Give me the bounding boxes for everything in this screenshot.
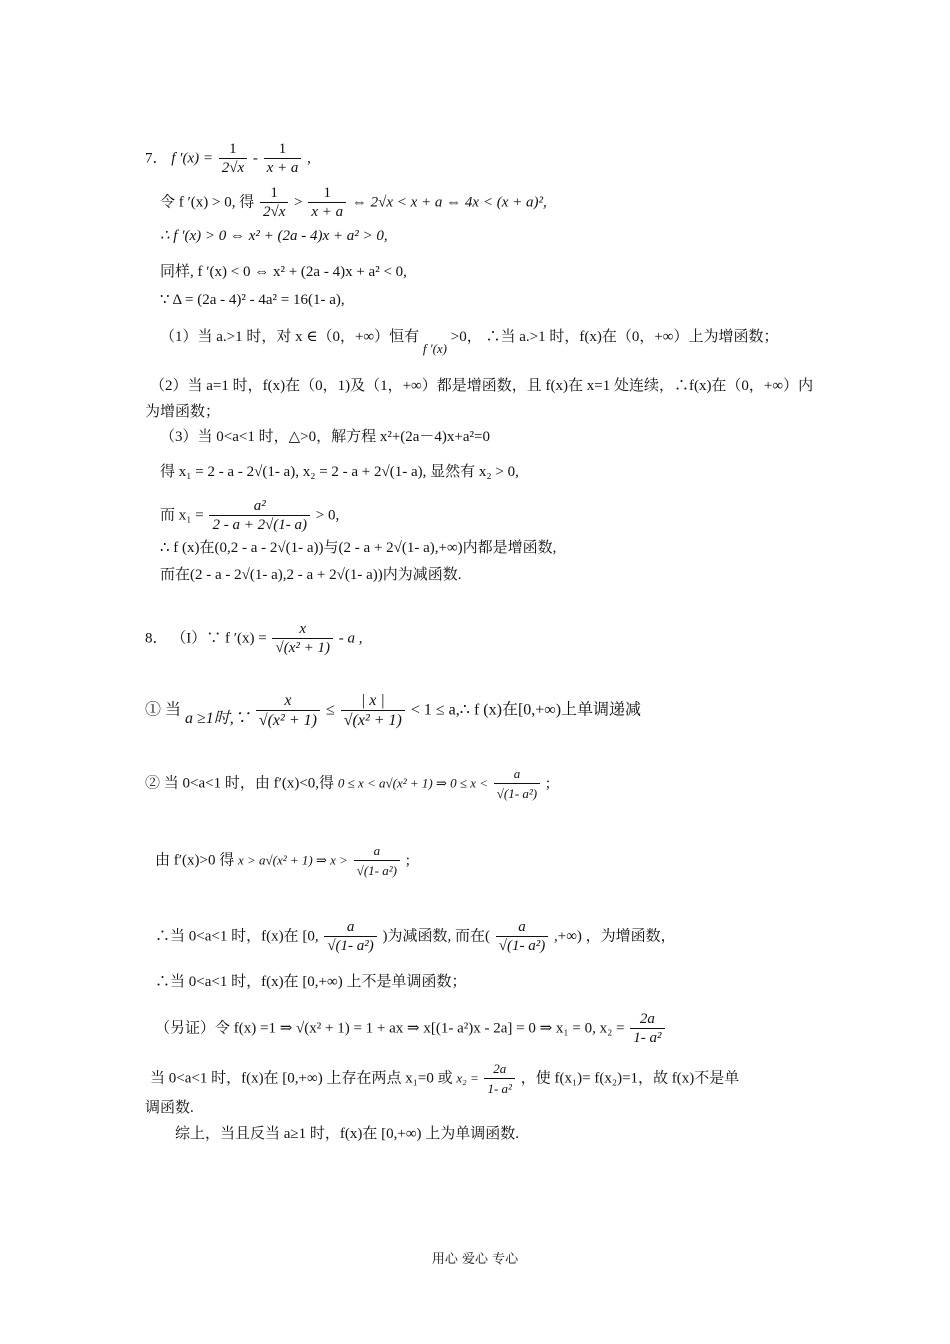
semicolon: ; [545, 775, 550, 792]
case-text: ② 当 0<a<1 时，由 f′(x)<0,得 [145, 775, 335, 792]
problem-7-case-3: （3）当 0<a<1 时，△>0，解方程 x²+(2a－4)x+a²=0 [160, 429, 491, 445]
formula-text: （另证）令 f(x) =1 ⇒ √(x² + 1) = 1 + ax ⇒ x[(1- a²)x - 2a] = 0 ⇒ x₁ = 0, x₂ = [155, 1020, 625, 1037]
case-text: ，使 f(x₁)= f(x₂)=1，故 f(x)不是单 [520, 1070, 740, 1087]
formula-text: - a , [338, 630, 363, 647]
fraction: $\frac{1}{x + a}$ [264, 140, 302, 178]
formula-text: f ′(x) = [171, 150, 213, 167]
fraction: $\frac{2a}{\text{1- a²}}$ [484, 1060, 514, 1098]
case-text: 由 f′(x)>0 得 [155, 852, 235, 869]
formula-text: a ≥1时,∵ [185, 709, 250, 727]
case-text: ，为增函数， [585, 928, 676, 945]
formula-text: < 1 ≤ a,∴ f (x)在[0,+∞)上单调递减 [410, 701, 642, 719]
problem-8-conclusion-b: 调函数. [145, 1100, 194, 1116]
problem-8-case-2 [145, 765, 550, 803]
case-text: ① 当 [145, 701, 182, 719]
fraction: $\frac{1}{2√x}$ [260, 184, 288, 222]
fraction: $\frac{1}{x + a}$ [308, 184, 346, 222]
fraction: $\frac{a}{\text{√(1- a²)}}$ [494, 765, 540, 803]
formula-text: 0 ≤ x < a√(x² + 1) ⇒ 0 ≤ x < [337, 775, 489, 791]
semicolon: ; [405, 852, 410, 869]
fraction: $\frac{1}{2√x}$ [219, 140, 247, 178]
minus: - [252, 150, 258, 167]
less-equal: ≤ [325, 701, 335, 719]
problem-7-line-5: ∵ Δ = (2a - 4)² - 4a² = 16(1- a), [160, 292, 345, 308]
problem-8-head [145, 620, 362, 658]
formula-text: [0, [302, 928, 319, 945]
fraction: $\frac{x}{\text{√(x² + 1)}}$ [256, 692, 320, 730]
formula-text: > 0, [315, 507, 340, 524]
formula-text: 而 x₁ = [160, 507, 204, 524]
case-text: （1）当 a.>1 时，对 x ∈（0，+∞）恒有 [160, 329, 420, 345]
fraction: $\frac{a}{\text{√(1- a²)}}$ [354, 842, 400, 880]
problem-number: 7． [145, 150, 168, 167]
fraction: $\frac{a}{\text{√(1- a²)}}$ [496, 918, 548, 956]
formula-text: 8． （I）∵ f ′(x) = [145, 630, 267, 647]
page-footer: 用心 爱心 专心 [431, 1252, 519, 1267]
formula-text: ,+∞) [554, 928, 582, 945]
problem-7-line-3: ∴ f ′(x) > 0 ⇔ x² + (2a - 4)x + a² > 0, [160, 228, 388, 244]
problem-7-decreasing: 而在(2 - a - 2√(1- a),2 - a + 2√(1- a))内为减函数. [160, 567, 462, 583]
problem-8-case-5: ∴当 0<a<1 时，f(x)在 [0,+∞) 上不是单调函数； [155, 974, 467, 990]
problem-8-conclusion-a [150, 1060, 739, 1098]
problem-7-case-2a: （2）当 a=1 时，f(x)在（0，1)及（1，+∞）都是增函数，且 f(x)在 x=1 处连续，∴f(x)在（0，+∞）内 [150, 378, 814, 394]
formula-text: x₂ = [456, 1070, 479, 1086]
problem-8-summary: 综上，当且反当 a≥1 时，f(x)在 [0,+∞) 上为单调函数. [175, 1126, 520, 1142]
formula-text: 令 f ′(x) > 0, 得 [160, 194, 255, 211]
case-text: 当 0<a<1 时，f(x)在 [0,+∞) 上存在两点 x₁=0 或 [150, 1070, 453, 1087]
formula-text: ⇔ 2√x < x + a ⇔ 4x < (x + a)², [351, 194, 547, 211]
problem-7-case-2b: 为增函数； [145, 404, 221, 420]
problem-8-case-1 [145, 692, 641, 730]
fraction: $\frac{2a}{\text{1- a²}}$ [630, 1010, 664, 1048]
problem-8-alt-proof [155, 1010, 667, 1048]
problem-8-case-3 [155, 842, 410, 880]
problem-7-case-1 [160, 327, 779, 356]
problem-7-line-4: 同样, f ′(x) < 0 ⇔ x² + (2a - 4)x + a² < 0, [160, 264, 407, 280]
problem-7-x1 [160, 497, 339, 535]
fraction: $\frac{x}{\text{√(x² + 1)}}$ [272, 620, 333, 658]
case-text: ∴当 0<a<1 时，f(x)在 [155, 928, 299, 945]
problem-7-line-2: 令 f ′(x) > 0, 得 $\frac{1}{2√x}$ > $\frac{1}{x + a}$ ⇔ 2√x < x + a ⇔ 4x < (x + a)², [160, 185, 547, 220]
problem-7-roots: 得 x₁ = 2 - a - 2√(1- a), x₂ = 2 - a + 2√(1- a), 显然有 x₂ > 0, [160, 464, 519, 480]
fraction: $\frac{| x |}{\text{√(x² + 1)}}$ [341, 692, 405, 730]
problem-8-case-4 [155, 918, 676, 956]
problem-7-line-1 [145, 140, 311, 178]
case-text: >0， ∴当 a.>1 时，f(x)在（0，+∞）上为增函数； [450, 329, 779, 345]
fraction: $\frac{\text{a²}}{2 - a + 2√(1- a)}$ [209, 497, 310, 535]
formula-text: )为减函数, 而在( [382, 928, 491, 945]
derivative-notation: f ′(x) [422, 341, 448, 356]
fraction: $\frac{a}{\text{√(1- a²)}}$ [324, 918, 376, 956]
comma: , [307, 150, 311, 167]
formula-text: x > a√(x² + 1) ⇒ x > [237, 852, 348, 868]
problem-7-increasing: ∴ f (x)在(0,2 - a - 2√(1- a))与(2 - a + 2√(1- a),+∞)内都是增函数, [160, 540, 557, 556]
